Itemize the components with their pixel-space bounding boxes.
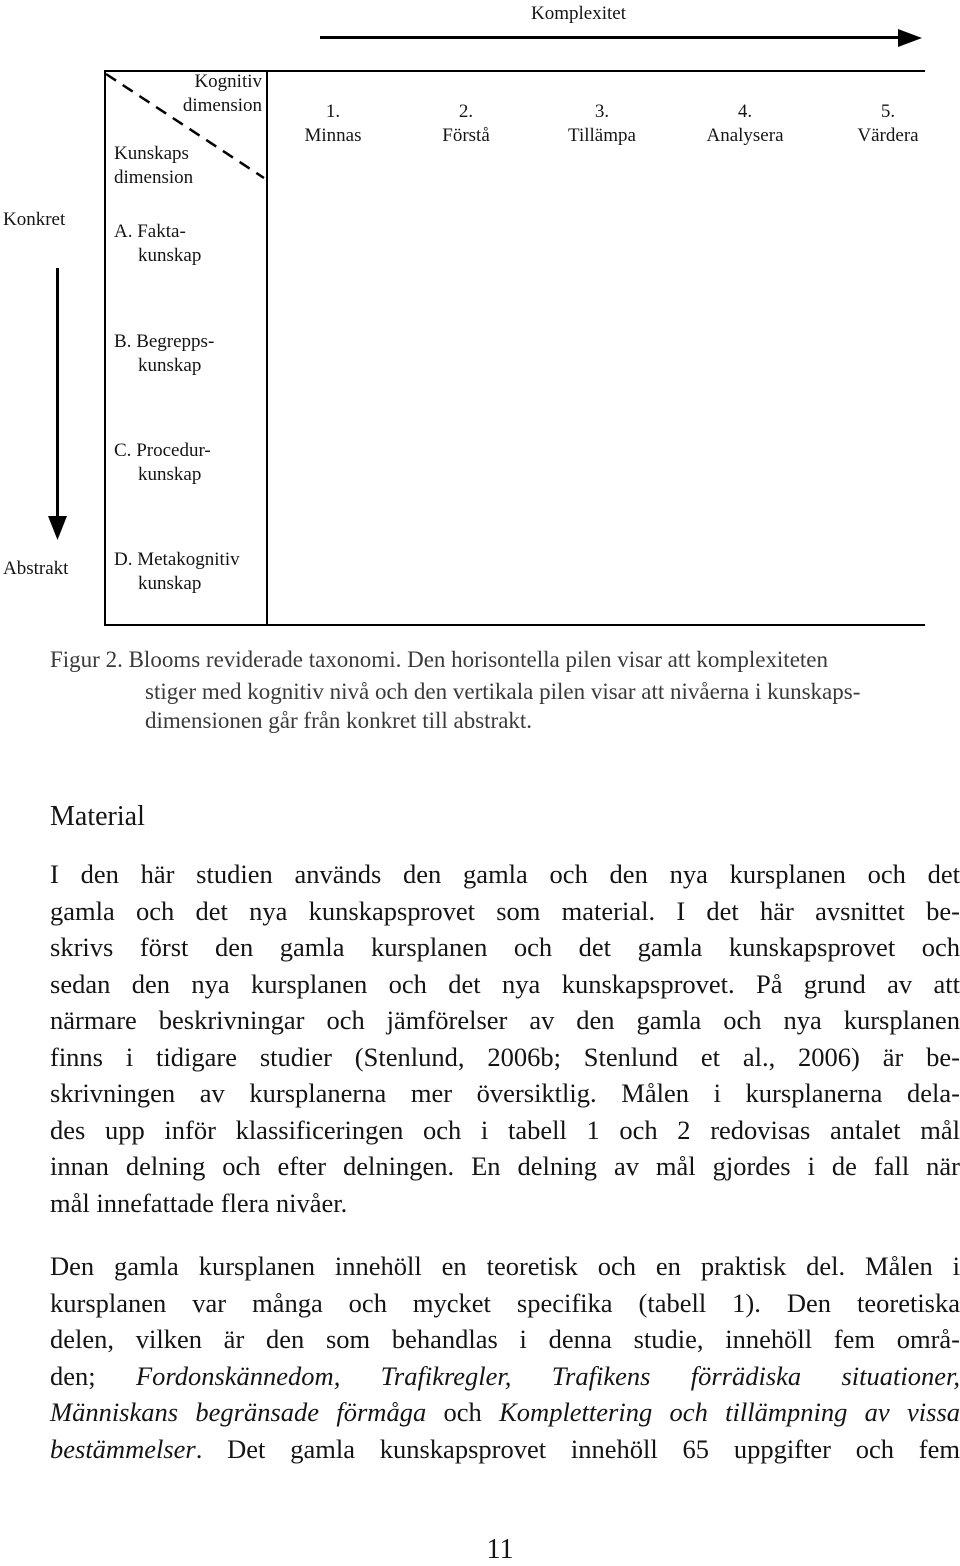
column-header-analysera: 4. Analysera [706, 101, 784, 146]
arrow-right-icon [898, 29, 922, 47]
row-label-faktakunskap: A. Fakta- kunskap [114, 221, 202, 266]
row-label-procedurkunskap: C. Procedur- kunskap [114, 440, 211, 485]
column-header-minnas: 1. Minnas [304, 101, 362, 146]
section-heading: Material [50, 801, 145, 832]
column-header-vardera: 5. Värdera [857, 101, 919, 146]
abstract-label: Abstrakt [3, 558, 69, 579]
paragraph-old-curriculum: Den gamla kursplanen innehöll en teoretisk och en praktisk del. Målen i kursplanen var många och mycket specifika (tabell 1). Den teoretiska delen, vilken är den som behandlas i denna studie, innehöll fem områ- den; Fordonskännedom, Trafikregler, Trafikens förrädiska situationer, Människans begränsade förmåga och Komplettering och tillämpning av vissa bestämmelser. Det gamla kunskapsprovet innehöll 65 uppgifter och fem [50, 1251, 960, 1464]
arrow-down-icon [48, 516, 67, 540]
paragraph-material: I den här studien används den gamla och den nya kursplanen och det gamla och det nya kunskapsprovet som material. I det här avsnittet be- skrivs först den gamla kursplanen och det gamla kunskapsprovet och sedan den nya kursplanen och det nya kunskapsprovet. På grund av att närmare beskrivningar och jämförelser av den gamla och nya kursplanen finns i tidigare studier (Stenlund, 2006b; Stenlund et al., 2006) är be- skrivningen av kursplanerna mer översiktlig. Målen i kursplanerna dela- des upp inför klassificeringen och i tabell 1 och 2 redovisas antalet mål innan delning och efter delningen. En delning av mål gjordes i de fall när mål innefattade flera nivåer. [50, 859, 960, 1218]
column-header-tillampa: 3. Tillämpa [568, 101, 636, 146]
knowledge-dimension-label: Kunskaps dimension [114, 143, 194, 188]
row-label-begreppskunskap: B. Begrepps- kunskap [114, 331, 215, 376]
cognitive-dimension-label: Kognitiv dimension [182, 71, 262, 116]
row-label-metakognitiv-kunskap: D. Metakognitiv kunskap [114, 549, 240, 594]
column-header-forsta: 2. Förstå [442, 101, 490, 146]
complexity-label: Komplexitet [531, 3, 626, 24]
page-number: 11 [486, 1534, 514, 1565]
concrete-label: Konkret [3, 209, 66, 230]
